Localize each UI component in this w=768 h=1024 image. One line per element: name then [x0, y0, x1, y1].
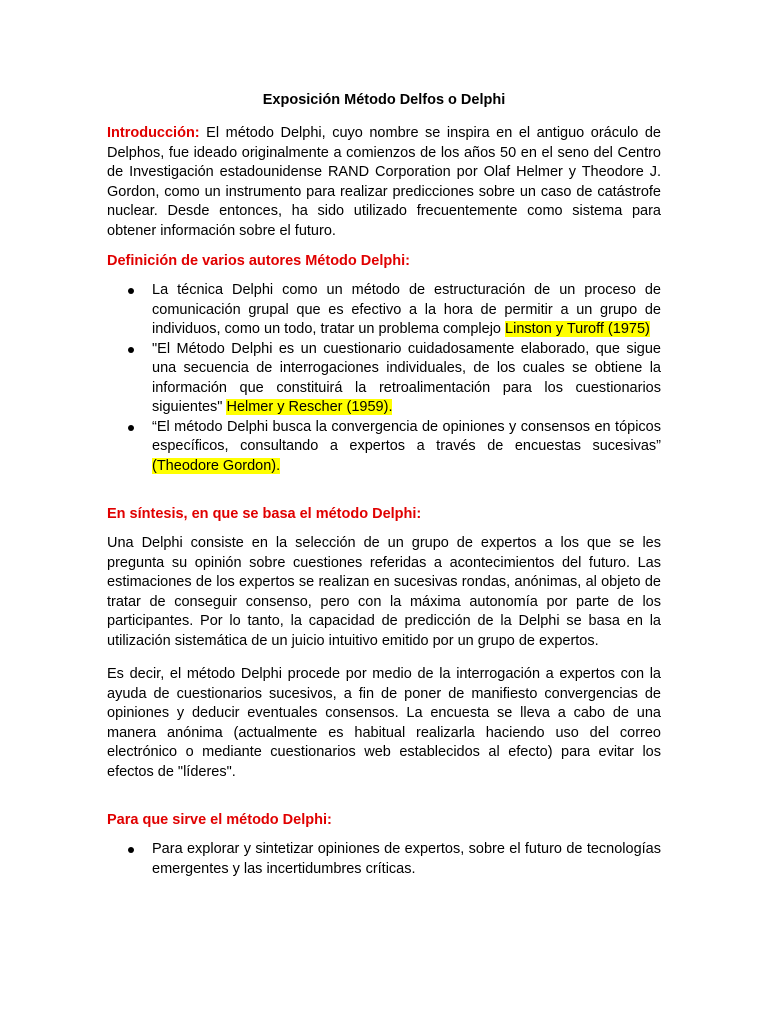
list-item [107, 340, 661, 418]
list-item-text: “El método Delphi busca la convergencia de opiniones y consensos en tópicos específicos, consultando a expertos a través de encuestas sucesivas” [152, 418, 661, 454]
definitions-list [107, 281, 661, 476]
document-title: Exposición Método Delfos o Delphi [262, 92, 506, 108]
list-item-text: Para explorar y sintetizar opiniones de expertos, sobre el futuro de tecnologías emergentes y las incertidumbres críticas. [152, 841, 661, 877]
citation-highlight: (Theodore Gordon). [152, 457, 281, 474]
purpose-list [107, 840, 661, 879]
synthesis-heading: En síntesis, en que se basa el método Delphi: [107, 506, 422, 522]
synthesis-paragraph: Es decir, el método Delphi procede por medio de la interrogación a expertos con la ayuda de cuestionarios sucesivos, a fin de poner de manifiesto convergencias de opiniones y deducir eventuales consensos. La encuesta se lleva a cabo de una manera anónima (actualmente es habitual realizarla haciendo uso del correo electrónico o mediante cuestionarios web establecidos al efecto) para evitar los efectos de "líderes". [107, 666, 661, 780]
list-item [107, 840, 661, 879]
intro-paragraph [107, 124, 661, 241]
definitions-heading: Definición de varios autores Método Delphi: [107, 253, 410, 269]
intro-text: El método Delphi, cuyo nombre se inspira en el antiguo oráculo de Delphos, fue ideado originalmente a comienzos de los años 50 en el seno del Centro de Investigación estadounidense RAND Corporation por Olaf Helmer y Theodore J. Gordon, como un instrumento para realizar predicciones sobre un caso de catástrofe nuclear. Desde entonces, ha sido utilizado frecuentemente como sistema para obtener información sobre el futuro. [107, 125, 661, 239]
synthesis-paragraph: Una Delphi consiste en la selección de un grupo de expertos a los que se les pregunta su opinión sobre cuestiones referidas a acontecimientos del futuro. Las estimaciones de los expertos se realizan en sucesivas rondas, anónimas, al objeto de tratar de conseguir consenso, pero con la máxima autonomía por parte de los participantes. Por lo tanto, la capacidad de predicción de la Delphi se basa en la utilización sistemática de un juicio intuitivo emitido por un grupo de expertos. [107, 535, 661, 649]
bullet-icon [128, 847, 134, 853]
citation-highlight: Helmer y Rescher (1959). [226, 399, 393, 415]
bullet-icon [128, 288, 134, 294]
intro-label: Introducción: [107, 125, 200, 141]
bullet-icon [128, 347, 134, 353]
list-item [107, 418, 661, 477]
list-item-text: La técnica Delphi como un método de estructuración de un proceso de comunicación grupal que es efectivo a la hora de permitir a un grupo de individuos, como un todo, tratar un problema complejo [152, 282, 661, 337]
purpose-heading: Para que sirve el método Delphi: [107, 812, 332, 828]
citation-highlight: Linston y Turoff (1975) [505, 321, 650, 337]
bullet-icon [128, 425, 134, 431]
list-item [107, 281, 661, 340]
list-item-text: "El Método Delphi es un cuestionario cuidadosamente elaborado, que sigue una secuencia de interrogaciones individuales, de los cuales se obtiene la información que constituirá la retroalimentación para los cuestionarios siguientes" [152, 340, 661, 415]
